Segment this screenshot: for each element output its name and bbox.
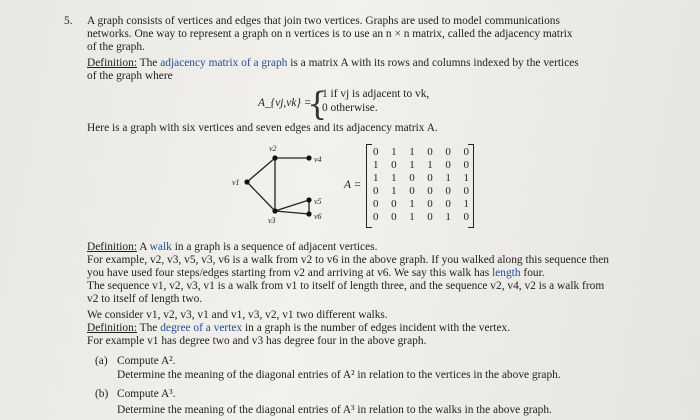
edge-v1-v2 [247, 158, 275, 182]
matrix-cell: 0 [391, 198, 397, 210]
matrix-cell: 0 [463, 146, 469, 158]
part-a-title: Compute A². [117, 355, 176, 367]
definition-adjacency [87, 57, 579, 70]
degree-example-line: For example v1 has degree two and v3 has degree four in the above graph. [87, 335, 427, 347]
label-v5: v5 [314, 197, 322, 206]
matrix-row [373, 185, 469, 198]
matrix-cell: 1 [409, 198, 415, 210]
matrix-cell: 0 [463, 159, 469, 171]
matrix-cell: 0 [373, 198, 379, 210]
vertex-v3 [272, 208, 277, 213]
intro-line-2: networks. One way to represent a graph on n vertices is to use an n × n matrix, called the adjacency matrix [87, 28, 573, 40]
walk-term: walk [149, 241, 172, 253]
matrix-row [373, 172, 469, 185]
formula-case-2: 0 otherwise. [322, 102, 378, 114]
definition-post: is a matrix A with its rows and columns indexed by the vertices [290, 57, 579, 69]
matrix-cell: 1 [409, 159, 415, 171]
definition-label: Definition: [87, 57, 137, 69]
vertex-v6 [306, 211, 311, 216]
vertex-v5 [306, 197, 311, 202]
matrix-cell: 0 [463, 185, 469, 197]
matrix-cell: 0 [409, 185, 415, 197]
formula-brace: { [307, 85, 328, 123]
matrix-cell: 1 [373, 172, 379, 184]
matrix-cell: 0 [391, 159, 397, 171]
part-a-text: Determine the meaning of the diagonal entries of A² in relation to the vertices in the above graph. [117, 369, 561, 381]
vertex-v2 [272, 155, 277, 160]
edge-v3-v6 [275, 211, 309, 214]
matrix-cell: 0 [409, 172, 415, 184]
matrix-cell: 1 [391, 146, 397, 158]
walk-length-line [87, 267, 545, 280]
matrix-cell: 1 [427, 159, 433, 171]
walk-example-line: For example, v2, v3, v5, v3, v6 is a walk from v2 to v6 in the above graph. If you walked along this sequence then [87, 254, 609, 266]
intro-line-3: of the graph. [87, 41, 145, 53]
matrix-cell: 0 [427, 211, 433, 223]
graph-intro-line: Here is a graph with six vertices and seven edges and its adjacency matrix A. [87, 122, 438, 134]
degree-def-pre: The [139, 322, 158, 334]
walk-def-post: in a graph is a sequence of adjacent vertices. [174, 241, 378, 253]
matrix-row [373, 159, 469, 172]
walk-sequence-line-2: v2 to itself of length two. [87, 293, 203, 305]
label-v1: v1 [232, 178, 240, 187]
matrix-cell: 0 [427, 172, 433, 184]
definition-degree [87, 322, 510, 335]
matrix-cell: 0 [373, 146, 379, 158]
degree-term: degree of a vertex [160, 322, 243, 334]
matrix-cell: 1 [409, 211, 415, 223]
walk-definition-label: Definition: [87, 241, 137, 253]
walk-length-post: four. [523, 267, 545, 279]
matrix-cell: 1 [391, 185, 397, 197]
matrix-cell: 1 [391, 172, 397, 184]
matrix-cell: 0 [445, 159, 451, 171]
definition-pre: The [139, 57, 158, 69]
vertex-v1 [244, 179, 249, 184]
formula-case-1: 1 if vj is adjacent to vk, [322, 88, 430, 100]
degree-def-post: in a graph is the number of edges incident with the vertex. [244, 322, 511, 334]
matrix-cell: 1 [463, 198, 469, 210]
matrix-cell: 0 [427, 185, 433, 197]
definition-line-2: of the graph where [87, 70, 173, 82]
matrix-cell: 0 [373, 185, 379, 197]
problem-number: 5. [64, 15, 73, 27]
intro-line-1: A graph consists of vertices and edges that join two vertices. Graphs are used to model communications [87, 15, 560, 27]
matrix-label: A = [344, 179, 362, 191]
matrix-cell: 0 [445, 146, 451, 158]
matrix-cell: 0 [391, 211, 397, 223]
vertex-v4 [306, 155, 311, 160]
matrix-cell: 0 [373, 211, 379, 223]
matrix-cell: 1 [409, 146, 415, 158]
matrix-cell: 0 [463, 211, 469, 223]
edge-v3-v5 [275, 200, 309, 211]
matrix-cell: 0 [445, 198, 451, 210]
adjacency-matrix [366, 144, 474, 226]
degree-definition-label: Definition: [87, 322, 137, 334]
label-v4: v4 [314, 155, 322, 164]
part-a-label: (a) [95, 355, 108, 367]
matrix-cell: 0 [427, 198, 433, 210]
label-v6: v6 [314, 212, 322, 221]
matrix-row [373, 198, 469, 211]
matrix-row [373, 211, 469, 224]
graph-diagram [225, 142, 345, 226]
walk-def-pre: A [139, 241, 147, 253]
formula-lhs: A_{vj,vk} = [258, 97, 312, 109]
part-b-title: Compute A³. [117, 388, 176, 400]
matrix-row [373, 146, 469, 159]
label-v3: v3 [268, 216, 276, 225]
matrix-bracket-left [366, 144, 372, 228]
matrix-cell: 1 [373, 159, 379, 171]
edge-v1-v3 [247, 182, 275, 211]
matrix-cell: 1 [445, 211, 451, 223]
walk-consider-line: We consider v1, v2, v3, v1 and v1, v3, v2, v1 two different walks. [87, 309, 388, 321]
walk-length-pre: you have used four steps/edges starting from v2 and arriving at v6. We say this walk has [87, 267, 490, 279]
matrix-cell: 1 [463, 172, 469, 184]
length-term: length [492, 267, 521, 279]
label-v2: v2 [269, 144, 277, 153]
part-b-label: (b) [95, 388, 109, 400]
part-b-text: Determine the meaning of the diagonal entries of A³ in relation to the walks in the above graph. [117, 404, 552, 416]
matrix-cell: 1 [445, 172, 451, 184]
matrix-cell: 0 [445, 185, 451, 197]
adjacency-term: adjacency matrix of a graph [160, 57, 288, 69]
matrix-cell: 0 [427, 146, 433, 158]
definition-walk [87, 241, 377, 254]
walk-sequence-line: The sequence v1, v2, v3, v1 is a walk from v1 to itself of length three, and the sequence v2, v4, v2 is a walk from [87, 280, 605, 292]
